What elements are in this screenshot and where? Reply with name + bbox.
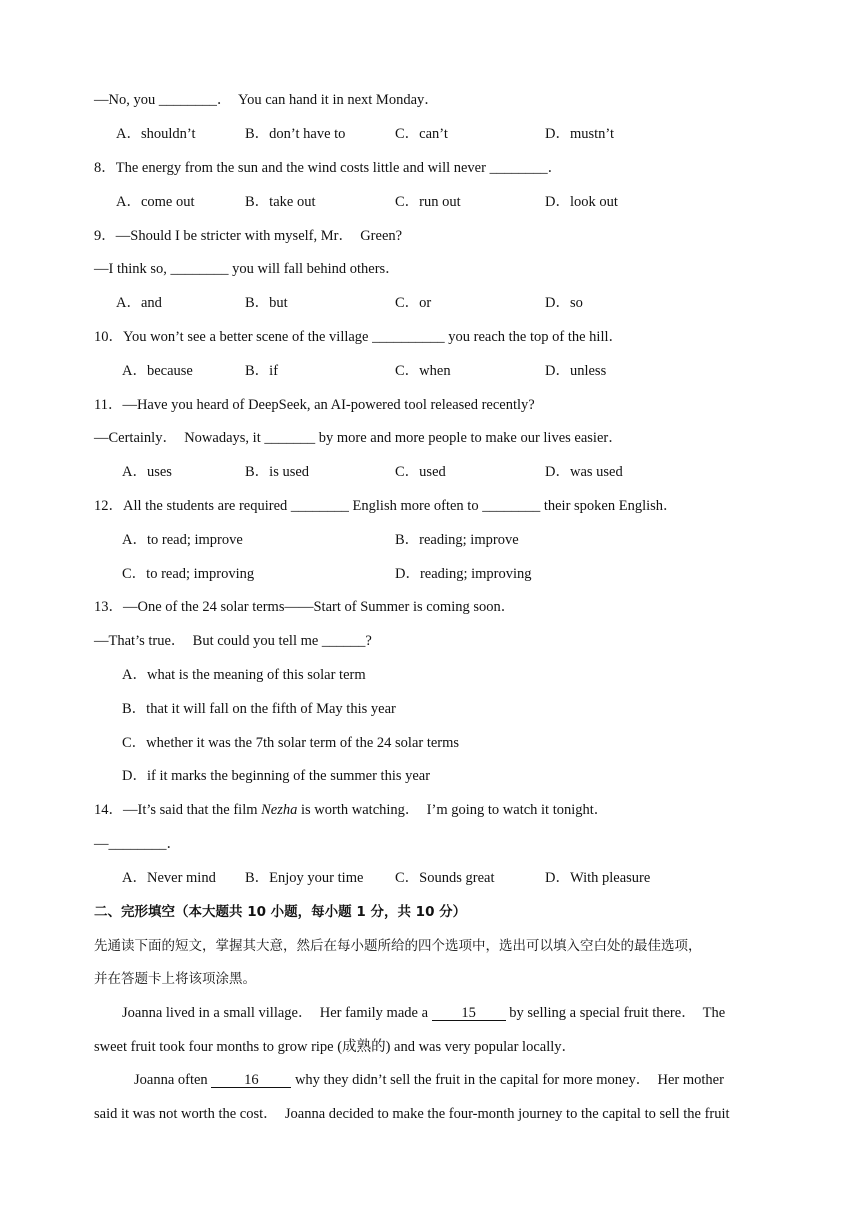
q14-stem-post: is worth watching． I’m going to watch it tonight． <box>297 802 609 818</box>
q14-option-b: B．Enjoy your time <box>245 870 364 886</box>
blank-16: 16 <box>211 1073 291 1088</box>
q8-option-c: C．run out <box>395 194 461 210</box>
q12-option-a: A．to read; improve <box>122 532 243 548</box>
q13-line2: —That’s true． But could you tell me ______? <box>94 633 372 649</box>
q13-stem: 13．—One of the 24 solar terms——Start of Summer is coming soon． <box>94 599 516 615</box>
q13-option-a: A．what is the meaning of this solar term <box>122 667 366 683</box>
passage-p1-text-a: Joanna lived in a small village． Her family made a <box>122 1005 432 1021</box>
q9-option-b: B．but <box>245 295 288 311</box>
q8-option-d: D．look out <box>545 194 618 210</box>
q14-option-a: A．Never mind <box>122 870 216 886</box>
q12-stem: 12．All the students are required ________ English more often to ________ their spoken English． <box>94 498 678 514</box>
q8-option-a: A．come out <box>116 194 195 210</box>
q14-option-d: D．With pleasure <box>545 870 651 886</box>
passage-p2-text-a: Joanna often <box>134 1072 212 1088</box>
q14-film-title: Nezha <box>261 802 298 818</box>
passage-p2-line2: said it was not worth the cost． Joanna decided to make the four-month journey to the capital to sell the fruit <box>94 1106 730 1122</box>
q13-option-c: C．whether it was the 7th solar term of the 24 solar terms <box>122 735 460 751</box>
q10-stem: 10．You won’t see a better scene of the village __________ you reach the top of the hill． <box>94 329 624 345</box>
q8-option-b: B．take out <box>245 194 316 210</box>
q11-option-b: B．is used <box>245 464 310 480</box>
section-instruction-line1: 先通读下面的短文，掌握其大意，然后在每小题所给的四个选项中，选出可以填入空白处的最佳选项， <box>94 938 702 954</box>
q10-option-c: C．when <box>395 363 451 379</box>
passage-p1-line1 <box>122 1004 725 1022</box>
q11-option-a: A．uses <box>122 464 172 480</box>
q11-line2: —Certainly． Nowadays, it _______ by more and more people to make our lives easier． <box>94 430 623 446</box>
q12-option-b: B．reading; improve <box>395 532 519 548</box>
q7-option-a: A．shouldn’t <box>116 126 196 142</box>
q11-option-d: D．was used <box>545 464 623 480</box>
q14-option-c: C．Sounds great <box>395 870 495 886</box>
passage-p1-line2: sweet fruit took four months to grow ripe (成熟的) and was very popular locally． <box>94 1039 577 1055</box>
passage-p2-line1 <box>134 1071 724 1089</box>
passage-p2-text-b: why they didn’t sell the fruit in the capital for more money． Her mother <box>291 1072 724 1088</box>
q9-option-d: D．so <box>545 295 583 311</box>
q9-option-c: C．or <box>395 295 432 311</box>
blank-15: 15 <box>432 1006 506 1021</box>
q10-option-a: A．because <box>122 363 193 379</box>
section-heading: 二、完形填空（本大题共 10 小题，每小题 1 分，共 10 分） <box>94 904 467 920</box>
q7-option-d: D．mustn’t <box>545 126 615 142</box>
q10-option-b: B．if <box>245 363 279 379</box>
q9-option-a: A．and <box>116 295 162 311</box>
q8-stem: 8．The energy from the sun and the wind costs little and will never ________． <box>94 160 563 176</box>
q11-option-c: C．used <box>395 464 446 480</box>
q14-line2: —________． <box>94 836 181 852</box>
q7-option-b: B．don’t have to <box>245 126 346 142</box>
q11-stem: 11．—Have you heard of DeepSeek, an AI-powered tool released recently? <box>94 397 535 413</box>
q9-stem: 9．—Should I be stricter with myself, Mr． Green? <box>94 228 403 244</box>
q14-stem-pre: 14．—It’s said that the film <box>94 802 262 818</box>
q10-option-d: D．unless <box>545 363 607 379</box>
passage-p1-text-b: by selling a special fruit there． The <box>505 1005 726 1021</box>
q9-line2: —I think so, ________ you will fall behind others． <box>94 261 400 277</box>
q13-option-b: B．that it will fall on the fifth of May this year <box>122 701 396 717</box>
q7-answer-line: —No, you ________． You can hand it in next Monday． <box>94 92 439 108</box>
q13-option-d: D．if it marks the beginning of the summer this year <box>122 768 431 784</box>
section-instruction-line2: 并在答题卡上将该项涂黑。 <box>94 971 256 987</box>
q7-option-c: C．can’t <box>395 126 448 142</box>
q12-option-d: D．reading; improving <box>395 566 532 582</box>
q12-option-c: C．to read; improving <box>122 566 255 582</box>
q14-stem <box>94 801 608 819</box>
